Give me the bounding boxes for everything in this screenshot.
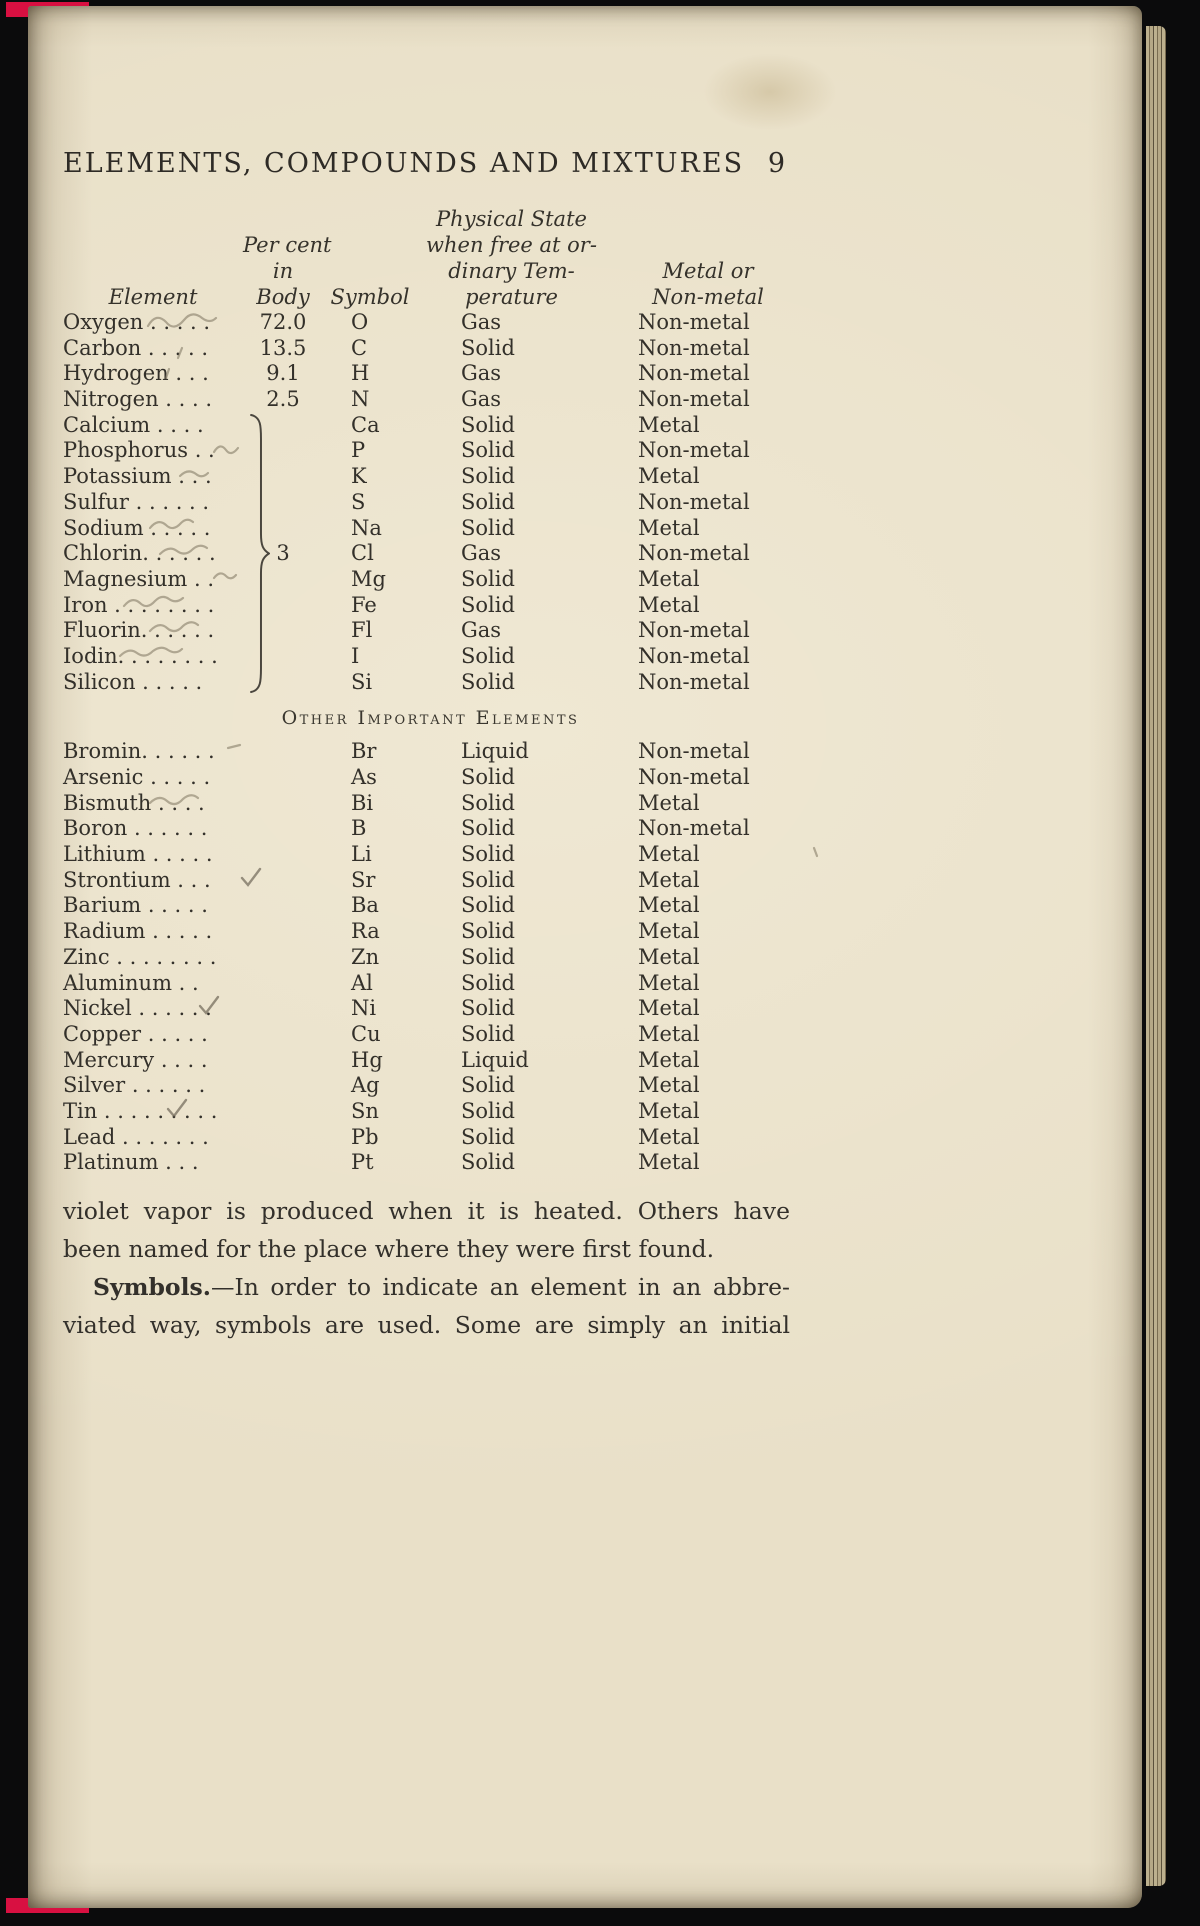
element-cell: Fluorin. . . . . . <box>63 618 215 643</box>
symbol-cell: Bi <box>351 790 374 815</box>
state-cell: Solid <box>461 335 515 360</box>
element-cell: Zinc . . . . . . . . <box>63 944 217 969</box>
table-row <box>63 670 808 696</box>
metal-cell: Metal <box>638 1073 700 1098</box>
element-cell: Calcium . . . . <box>63 412 204 437</box>
group-brace <box>248 413 270 694</box>
element-cell: Magnesium . . <box>63 566 215 591</box>
metal-cell: Non-metal <box>638 335 750 360</box>
state-cell: Solid <box>461 842 515 867</box>
element-cell: Mercury . . . . <box>63 1047 208 1072</box>
symbols-heading-word: Symbols. <box>93 1273 211 1301</box>
metal-cell: Non-metal <box>638 438 750 463</box>
element-cell: Boron . . . . . . <box>63 816 208 841</box>
symbol-cell: Na <box>351 515 382 540</box>
table-row <box>63 567 808 593</box>
table-row <box>63 791 808 817</box>
element-cell: Nitrogen . . . . <box>63 387 213 412</box>
symbol-cell: Zn <box>351 944 380 969</box>
table-row <box>63 1022 808 1048</box>
metal-cell: Metal <box>638 1021 700 1046</box>
page-number: 9 <box>767 148 785 179</box>
col-header-element: Element <box>108 285 198 309</box>
table-row <box>63 971 808 997</box>
symbol-cell: Br <box>351 739 377 764</box>
symbol-cell: C <box>351 335 368 360</box>
percent-cell <box>243 816 323 842</box>
symbol-cell: K <box>351 464 367 489</box>
table-row <box>63 1125 808 1151</box>
percent-cell <box>243 1150 323 1176</box>
symbol-cell: As <box>351 765 377 789</box>
state-cell: Solid <box>461 1098 515 1123</box>
element-cell: Sulfur . . . . . . <box>63 489 210 514</box>
state-cell: Liquid <box>461 1047 529 1072</box>
state-cell: Solid <box>461 970 515 995</box>
table-row <box>63 593 808 619</box>
state-cell: Solid <box>461 515 515 540</box>
element-cell: Lithium . . . . . <box>63 842 213 867</box>
state-cell: Solid <box>461 643 515 668</box>
metal-cell: Metal <box>638 1098 700 1123</box>
symbol-cell: Li <box>351 842 372 867</box>
element-cell: Platinum . . . <box>63 1150 199 1175</box>
table-row <box>63 490 808 516</box>
col-header-metal: Metal or Non-metal <box>652 259 764 309</box>
symbol-cell: O <box>351 310 369 334</box>
table-row <box>63 739 808 765</box>
state-cell: Solid <box>461 438 515 463</box>
element-cell: Barium . . . . . <box>63 893 208 918</box>
table-row <box>63 765 808 791</box>
metal-cell: Metal <box>638 464 700 489</box>
symbol-cell: Pt <box>351 1150 374 1175</box>
percent-cell: 2.5 <box>266 387 300 412</box>
metal-cell: Non-metal <box>638 541 750 566</box>
element-cell: Iron . . . . . . . . <box>63 592 215 617</box>
state-cell: Solid <box>461 790 515 815</box>
state-cell: Solid <box>461 893 515 918</box>
metal-cell: Non-metal <box>638 816 750 841</box>
symbol-cell: Fl <box>351 618 373 643</box>
symbol-cell: I <box>351 643 360 668</box>
elements-table <box>63 206 808 1176</box>
metal-cell: Non-metal <box>638 669 750 694</box>
metal-cell: Metal <box>638 592 700 617</box>
element-cell: Hydrogen . . . <box>63 361 209 386</box>
symbol-cell: Cu <box>351 1021 381 1046</box>
table-row <box>63 945 808 971</box>
percent-cell <box>243 791 323 817</box>
element-cell: Strontium . . . <box>63 867 211 892</box>
element-cell: Phosphorus . . <box>63 438 215 463</box>
col-header-state: Physical State when free at or- dinary Tem- perature <box>426 207 597 309</box>
table-row <box>63 413 808 439</box>
symbol-cell: Sr <box>351 867 376 892</box>
scan-page <box>28 6 1142 1908</box>
symbol-cell: Ra <box>351 919 380 944</box>
metal-cell: Non-metal <box>638 387 750 412</box>
symbol-cell: Hg <box>351 1047 383 1072</box>
table-row <box>63 1073 808 1099</box>
page-stack-edge <box>1146 26 1166 1886</box>
percent-cell <box>243 868 323 894</box>
body-paragraphs <box>63 1192 790 1344</box>
percent-cell <box>243 945 323 971</box>
metal-cell: Metal <box>638 919 700 944</box>
metal-cell: Metal <box>638 1150 700 1175</box>
metal-cell: Non-metal <box>638 361 750 386</box>
element-cell: Silver . . . . . . <box>63 1073 206 1098</box>
state-cell: Gas <box>461 618 502 643</box>
metal-cell: Metal <box>638 893 700 918</box>
element-cell: Chlorin. . . . . . <box>63 541 216 566</box>
percent-cell <box>243 919 323 945</box>
state-cell: Solid <box>461 765 515 789</box>
symbol-cell: N <box>351 387 370 412</box>
metal-cell: Metal <box>638 1047 700 1072</box>
symbol-cell: Al <box>351 970 373 995</box>
state-cell: Solid <box>461 464 515 489</box>
metal-cell: Metal <box>638 515 700 540</box>
table-body-main <box>63 310 808 695</box>
state-cell: Solid <box>461 919 515 944</box>
state-cell: Gas <box>461 310 502 334</box>
symbol-cell: P <box>351 438 366 463</box>
table-row <box>63 1150 808 1176</box>
metal-cell: Metal <box>638 566 700 591</box>
table-row <box>63 1099 808 1125</box>
percent-cell <box>243 1048 323 1074</box>
metal-cell: Non-metal <box>638 310 750 334</box>
table-row <box>63 868 808 894</box>
percent-cell <box>243 996 323 1022</box>
element-cell: Copper . . . . . <box>63 1021 208 1046</box>
symbol-cell: Ni <box>351 996 377 1021</box>
state-cell: Solid <box>461 944 515 969</box>
table-row <box>63 387 808 413</box>
percent-cell <box>243 765 323 791</box>
table-row <box>63 336 808 362</box>
paragraph-line: viated way, symbols are used. Some are simply an initial <box>63 1311 790 1339</box>
symbol-cell: Fe <box>351 592 377 617</box>
percent-cell: 72.0 <box>259 310 307 334</box>
col-header-symbol: Symbol <box>330 285 410 309</box>
percent-cell: 9.1 <box>266 361 300 386</box>
table-row <box>63 816 808 842</box>
metal-cell: Non-metal <box>638 618 750 643</box>
group-percent-value: 3 <box>276 541 290 565</box>
state-cell: Solid <box>461 489 515 514</box>
state-cell: Solid <box>461 669 515 694</box>
state-cell: Gas <box>461 541 502 566</box>
element-cell: Bromin. . . . . . <box>63 739 215 764</box>
table-row <box>63 464 808 490</box>
state-cell: Solid <box>461 412 515 437</box>
symbol-cell: Mg <box>351 566 386 591</box>
state-cell: Solid <box>461 816 515 841</box>
table-body-other <box>63 739 808 1176</box>
table-row <box>63 438 808 464</box>
element-cell: Carbon . . . . . <box>63 335 208 360</box>
percent-cell <box>243 842 323 868</box>
metal-cell: Non-metal <box>638 643 750 668</box>
element-cell: Nickel . . . . . . <box>63 996 212 1021</box>
table-row <box>63 893 808 919</box>
metal-cell: Metal <box>638 842 700 867</box>
percent-cell <box>243 971 323 997</box>
other-elements-subheading: Other Important Elements <box>281 707 580 730</box>
table-row <box>63 842 808 868</box>
table-row <box>63 919 808 945</box>
metal-cell: Metal <box>638 867 700 892</box>
state-cell: Solid <box>461 1073 515 1098</box>
element-cell: Aluminum . . <box>63 970 199 995</box>
metal-cell: Metal <box>638 1124 700 1149</box>
metal-cell: Metal <box>638 790 700 815</box>
symbol-cell: Sn <box>351 1098 379 1123</box>
symbol-cell: B <box>351 816 367 841</box>
symbol-cell: S <box>351 489 366 514</box>
element-cell: Silicon . . . . . <box>63 669 203 694</box>
element-cell: Arsenic . . . . . <box>63 765 211 789</box>
symbol-cell: Ca <box>351 412 380 437</box>
element-cell: Radium . . . . . <box>63 919 213 944</box>
page-header <box>63 148 785 179</box>
table-row <box>63 361 808 387</box>
table-row <box>63 996 808 1022</box>
element-cell: Bismuth . . . . <box>63 790 205 815</box>
state-cell: Liquid <box>461 739 529 764</box>
metal-cell: Metal <box>638 996 700 1021</box>
symbol-cell: H <box>351 361 370 386</box>
state-cell: Solid <box>461 1021 515 1046</box>
percent-cell <box>243 739 323 765</box>
page-title: ELEMENTS, COMPOUNDS AND MIXTURES <box>63 148 745 179</box>
percent-cell <box>243 1125 323 1151</box>
percent-cell <box>243 1022 323 1048</box>
symbol-cell: Ba <box>351 893 379 918</box>
paragraph-line: violet vapor is produced when it is heated. Others have <box>63 1197 790 1225</box>
percent-cell <box>243 1073 323 1099</box>
state-cell: Gas <box>461 387 502 412</box>
state-cell: Solid <box>461 996 515 1021</box>
metal-cell: Metal <box>638 944 700 969</box>
metal-cell: Non-metal <box>638 765 750 789</box>
table-row <box>63 644 808 670</box>
table-row <box>63 541 808 567</box>
element-cell: Tin . . . . . . . . . <box>63 1098 218 1123</box>
state-cell: Solid <box>461 1150 515 1175</box>
col-header-percent: Per cent in Body <box>243 233 332 309</box>
state-cell: Gas <box>461 361 502 386</box>
symbol-cell: Cl <box>351 541 374 566</box>
table-row <box>63 516 808 542</box>
state-cell: Solid <box>461 1124 515 1149</box>
percent-cell <box>243 893 323 919</box>
percent-cell <box>243 1099 323 1125</box>
table-header-row <box>63 206 808 310</box>
metal-cell: Non-metal <box>638 489 750 514</box>
symbol-cell: Pb <box>351 1124 379 1149</box>
element-cell: Potassium . . . <box>63 464 212 489</box>
state-cell: Solid <box>461 867 515 892</box>
table-row <box>63 1048 808 1074</box>
table-row <box>63 310 808 336</box>
element-cell: Lead . . . . . . . <box>63 1124 209 1149</box>
symbol-cell: Si <box>351 669 373 694</box>
element-cell: Iodin. . . . . . . . <box>63 643 218 668</box>
element-cell: Sodium . . . . . <box>63 515 211 540</box>
state-cell: Solid <box>461 566 515 591</box>
element-cell: Oxygen . . . . . <box>63 310 211 334</box>
percent-cell: 13.5 <box>259 335 307 360</box>
table-row <box>63 618 808 644</box>
metal-cell: Metal <box>638 970 700 995</box>
paragraph-line: Symbols.—In order to indicate an element in an abbre- <box>93 1273 790 1301</box>
paragraph-line: been named for the place where they were first found. <box>63 1235 715 1263</box>
symbol-cell: Ag <box>351 1073 380 1098</box>
state-cell: Solid <box>461 592 515 617</box>
metal-cell: Metal <box>638 412 700 437</box>
metal-cell: Non-metal <box>638 739 750 764</box>
